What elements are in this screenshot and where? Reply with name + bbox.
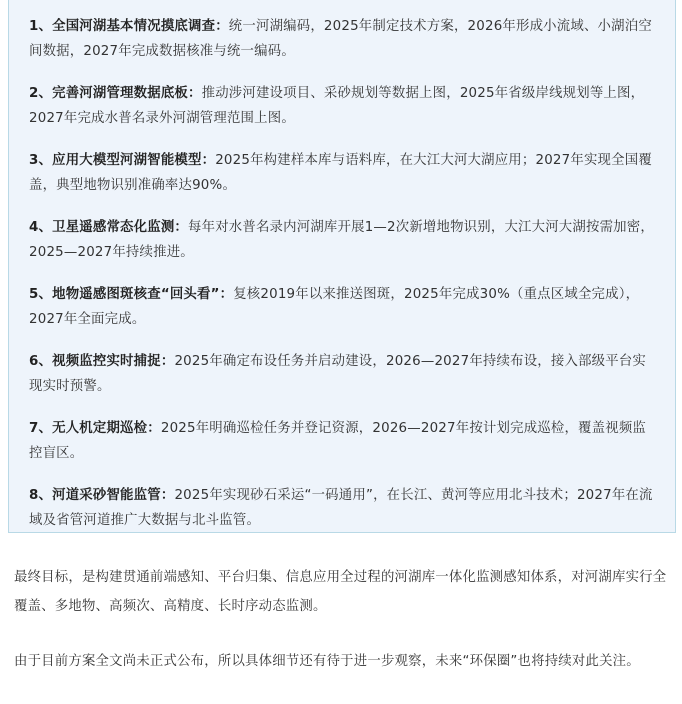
task-body: 统一河湖编码，2025年制定技术方案，2026年形成小流域、小湖泊空间数据，2027年完成数据核准与统一编码。	[29, 19, 652, 59]
task-item-4	[29, 215, 659, 265]
task-heading: 8、河道采砂智能监管：	[29, 488, 175, 503]
task-heading: 4、卫星遥感常态化监测：	[29, 220, 189, 235]
task-body: 每年对水普名录内河湖库开展1—2次新增地物识别，大江大河大湖按需加密，2025—2027年持续推进。	[29, 220, 654, 260]
goal-paragraph: 最终目标，是构建贯通前端感知、平台归集、信息应用全过程的河湖库一体化监测感知体系，对河湖库实行全覆盖、多地物、高频次、高精度、长时序动态监测。	[14, 570, 667, 614]
task-body: 推动涉河建设项目、采砂规划等数据上图，2025年省级岸线规划等上图，2027年完成水普名录外河湖管理范围上图。	[29, 86, 645, 126]
note-paragraph: 由于目前方案全文尚未正式公布，所以具体细节还有待于进一步观察，未来“环保圈”也将持续对此关注。	[14, 654, 640, 669]
task-body: 2025年明确巡检任务并登记资源，2026—2027年按计划完成巡检，覆盖视频监控盲区。	[29, 421, 647, 461]
task-body: 2025年确定布设任务并启动建设，2026—2027年持续布设，接入部级平台实现实时预警。	[29, 354, 647, 394]
task-heading: 7、无人机定期巡检：	[29, 421, 161, 436]
task-item-8	[29, 483, 659, 533]
task-body: 复核2019年以来推送图斑，2025年完成30%（重点区域全完成），2027年全面完成。	[29, 287, 640, 327]
task-heading: 2、完善河湖管理数据底板：	[29, 86, 202, 101]
task-heading: 3、应用大模型河湖智能模型：	[29, 153, 216, 168]
task-heading: 6、视频监控实时捕捉：	[29, 354, 175, 369]
task-item-2	[29, 81, 659, 131]
task-heading: 5、地物遥感图斑核查“回头看”：	[29, 287, 234, 302]
task-item-1	[29, 14, 659, 64]
task-item-6	[29, 349, 659, 399]
task-item-7	[29, 416, 659, 466]
task-item-5	[29, 282, 659, 332]
task-item-3	[29, 148, 659, 198]
key-tasks-box	[8, 0, 676, 533]
task-heading: 1、全国河湖基本情况摸底调查：	[29, 19, 229, 34]
task-body: 2025年实现砂石采运“一码通用”，在长江、黄河等应用北斗技术；2027年在流域及省管河道推广大数据与北斗监管。	[29, 488, 653, 528]
task-body: 2025年构建样本库与语料库，在大江大河大湖应用；2027年实现全国覆盖，典型地物识别准确率达90%。	[29, 153, 652, 193]
